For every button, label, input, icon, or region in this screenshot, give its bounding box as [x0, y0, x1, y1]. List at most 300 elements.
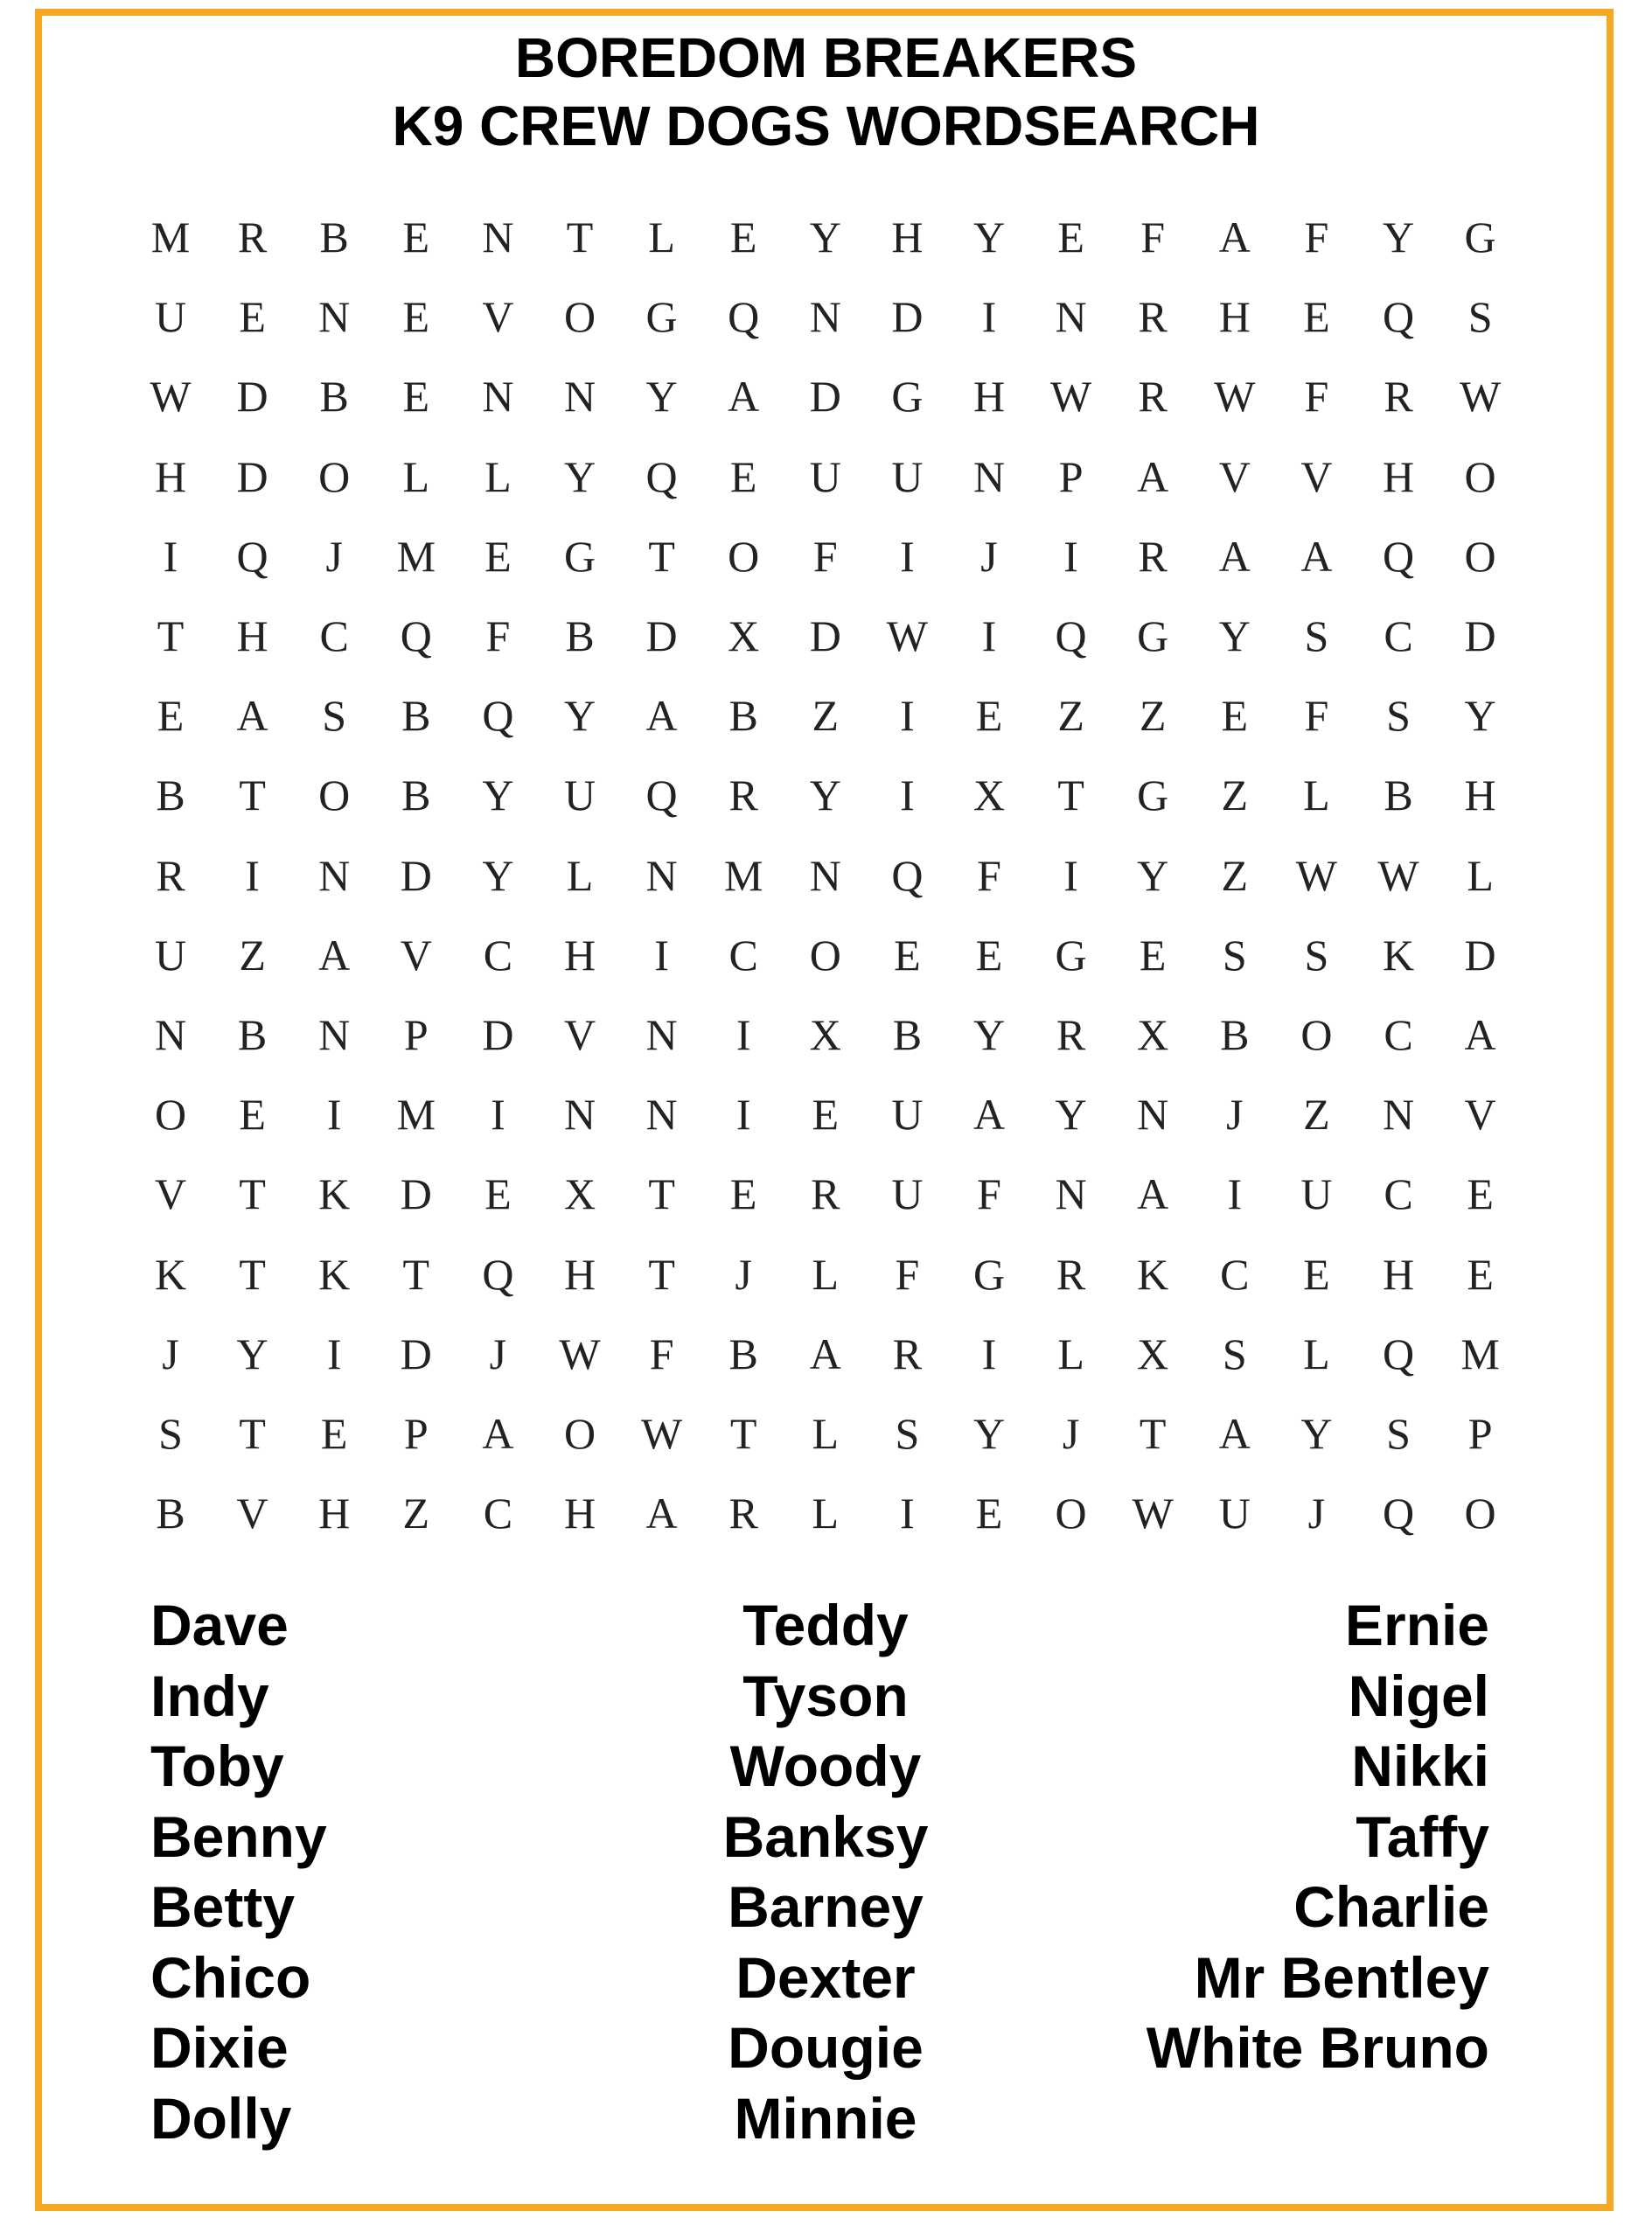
word-item: Dolly [150, 2085, 292, 2151]
grid-letter: E [812, 1090, 840, 1140]
grid-letter: A [1137, 451, 1169, 501]
grid-letter: E [402, 292, 430, 342]
grid-letter: T [239, 771, 266, 820]
grid-letter: E [402, 213, 430, 262]
grid-letter: T [239, 1409, 266, 1458]
grid-letter: V [1300, 451, 1333, 501]
grid-letter: B [156, 1489, 185, 1538]
grid-letter: Y [1055, 1090, 1087, 1140]
grid-letter: O [318, 771, 351, 820]
grid-letter: U [809, 451, 841, 501]
grid-letter: T [402, 1249, 430, 1299]
grid-letter: O [1055, 1489, 1087, 1538]
grid-letter: I [1063, 531, 1078, 581]
grid-letter: I [900, 1489, 915, 1538]
grid-letter: S [158, 1409, 183, 1458]
grid-letter: D [1464, 930, 1496, 980]
grid-letter: H [1464, 771, 1496, 820]
grid-letter: H [318, 1489, 351, 1538]
grid-letter: L [1303, 1329, 1330, 1378]
grid-letter: Y [809, 771, 841, 820]
grid-letter: T [157, 611, 185, 660]
grid-letter: N [1055, 292, 1087, 342]
grid-letter: O [1464, 1489, 1496, 1538]
grid-letter: I [245, 850, 260, 900]
grid-letter: W [559, 1329, 601, 1378]
grid-letter: C [483, 1489, 513, 1538]
grid-letter: A [1300, 531, 1333, 581]
grid-letter: R [892, 1329, 923, 1378]
grid-letter: O [318, 451, 351, 501]
grid-letter: G [891, 372, 924, 422]
grid-letter: I [900, 531, 915, 581]
grid-letter: E [1467, 1169, 1494, 1219]
grid-letter: I [1227, 1169, 1243, 1219]
grid-letter: E [975, 691, 1003, 741]
word-item: Charlie [1293, 1874, 1489, 1939]
grid-letter: I [900, 771, 915, 820]
grid-letter: H [972, 372, 1006, 422]
grid-letter: W [1377, 850, 1419, 900]
grid-letter: F [1304, 372, 1329, 422]
grid-letter: L [1057, 1329, 1084, 1378]
grid-letter: E [239, 1090, 266, 1140]
grid-letter: N [645, 1090, 678, 1140]
grid-letter: T [566, 213, 594, 262]
grid-letter: R [811, 1169, 840, 1219]
grid-letter: C [319, 611, 349, 660]
grid-letter: Z [1303, 1090, 1330, 1140]
grid-letter: J [980, 531, 998, 581]
grid-letter: I [981, 292, 997, 342]
grid-letter: W [1049, 372, 1092, 422]
letter-grid [129, 199, 1519, 1545]
grid-letter: G [1464, 213, 1496, 262]
grid-letter: Q [645, 771, 678, 820]
grid-letter: U [1218, 1489, 1251, 1538]
grid-letter: Y [972, 213, 1006, 262]
grid-letter: R [1056, 1249, 1086, 1299]
grid-letter: V [400, 930, 432, 980]
grid-letter: L [648, 213, 675, 262]
grid-letter: T [1139, 1409, 1167, 1458]
grid-letter: D [809, 372, 841, 422]
grid-letter: N [972, 451, 1006, 501]
grid-letter: H [236, 611, 268, 660]
grid-letter: V [236, 1489, 268, 1538]
grid-letter: E [1057, 213, 1084, 262]
grid-letter: U [154, 930, 187, 980]
grid-letter: G [563, 531, 596, 581]
grid-letter: H [1382, 451, 1415, 501]
grid-letter: N [645, 1010, 678, 1059]
grid-letter: U [891, 451, 924, 501]
grid-letter: L [812, 1489, 840, 1538]
grid-letter: N [645, 850, 678, 900]
grid-letter: C [1384, 1169, 1413, 1219]
grid-letter: D [400, 1169, 432, 1219]
grid-letter: Y [809, 213, 841, 262]
grid-letter: R [237, 213, 268, 262]
grid-letter: B [156, 771, 185, 820]
grid-letter: F [1304, 691, 1329, 741]
grid-letter: D [236, 372, 268, 422]
grid-letter: V [1218, 451, 1251, 501]
grid-letter: A [645, 1489, 678, 1538]
grid-letter: L [812, 1409, 840, 1458]
grid-letter: R [728, 1489, 758, 1538]
grid-letter: Q [1055, 611, 1087, 660]
grid-letter: S [1386, 691, 1411, 741]
grid-letter: H [563, 930, 596, 980]
grid-letter: Y [236, 1329, 268, 1378]
grid-letter: R [728, 771, 758, 820]
grid-letter: L [566, 850, 594, 900]
grid-letter: T [648, 1249, 675, 1299]
grid-letter: S [1222, 1329, 1247, 1378]
word-item: Mr Bentley [1194, 1944, 1489, 2010]
grid-letter: C [1384, 611, 1413, 660]
grid-letter: J [1062, 1409, 1080, 1458]
grid-letter: N [482, 213, 514, 262]
grid-letter: R [1056, 1010, 1086, 1059]
grid-letter: H [563, 1249, 596, 1299]
grid-letter: F [977, 850, 1001, 900]
word-item: Barney [728, 1874, 924, 1939]
grid-letter: W [150, 372, 192, 422]
grid-letter: Z [1221, 771, 1249, 820]
grid-letter: E [729, 451, 757, 501]
grid-letter: U [1300, 1169, 1333, 1219]
grid-letter: Y [482, 771, 514, 820]
grid-letter: B [319, 372, 349, 422]
grid-letter: U [563, 771, 596, 820]
grid-letter: Q [482, 691, 514, 741]
grid-letter: X [728, 611, 760, 660]
title-line-1: BOREDOM BREAKERS [514, 26, 1138, 89]
grid-letter: E [1221, 691, 1249, 741]
grid-letter: B [1220, 1010, 1250, 1059]
page-title [0, 24, 1652, 160]
grid-letter: O [728, 531, 760, 581]
grid-letter: T [648, 531, 675, 581]
grid-letter: F [977, 1169, 1001, 1219]
grid-letter: T [729, 1409, 757, 1458]
grid-letter: O [563, 292, 596, 342]
grid-letter: Q [1382, 1329, 1415, 1378]
grid-letter: I [326, 1090, 342, 1140]
grid-letter: L [402, 451, 430, 501]
grid-letter: C [483, 930, 513, 980]
grid-letter: H [1382, 1249, 1415, 1299]
grid-letter: G [972, 1249, 1006, 1299]
grid-letter: Y [972, 1409, 1006, 1458]
word-item: White Bruno [1146, 2015, 1489, 2080]
grid-letter: O [1464, 531, 1496, 581]
grid-letter: H [891, 213, 924, 262]
word-item: Minnie [734, 2085, 917, 2151]
grid-letter: H [1218, 292, 1251, 342]
grid-letter: Y [1137, 850, 1169, 900]
grid-letter: K [1137, 1249, 1169, 1299]
grid-letter: Q [728, 292, 760, 342]
grid-letter: P [403, 1010, 429, 1059]
grid-letter: Q [482, 1249, 514, 1299]
grid-letter: Y [563, 691, 596, 741]
grid-letter: V [154, 1169, 187, 1219]
grid-letter: D [400, 1329, 432, 1378]
grid-letter: R [1138, 372, 1168, 422]
grid-letter: X [1137, 1010, 1169, 1059]
grid-letter: H [563, 1489, 596, 1538]
grid-letter: B [401, 771, 431, 820]
grid-letter: S [1304, 930, 1329, 980]
word-item: Tyson [742, 1663, 909, 1728]
grid-letter: D [891, 292, 924, 342]
grid-letter: K [1382, 930, 1415, 980]
grid-letter: S [322, 691, 347, 741]
grid-letter: Z [1221, 850, 1249, 900]
grid-letter: P [1467, 1409, 1493, 1458]
word-item: Teddy [742, 1593, 909, 1657]
grid-letter: Y [1464, 691, 1496, 741]
grid-letter: R [1384, 372, 1413, 422]
grid-letter: J [1307, 1489, 1326, 1538]
grid-letter: E [1303, 1249, 1330, 1299]
word-item: Dixie [150, 2015, 289, 2080]
grid-letter: D [809, 611, 841, 660]
grid-letter: Q [891, 850, 924, 900]
word-list-left [150, 1590, 327, 2153]
grid-letter: V [1464, 1090, 1496, 1140]
word-item: Indy [150, 1663, 269, 1728]
grid-letter: Y [1382, 213, 1415, 262]
grid-letter: B [319, 213, 349, 262]
grid-letter: U [891, 1169, 924, 1219]
grid-letter: E [1139, 930, 1167, 980]
grid-letter: U [154, 292, 187, 342]
grid-letter: N [809, 292, 841, 342]
grid-letter: I [735, 1010, 751, 1059]
grid-letter: A [1137, 1169, 1169, 1219]
grid-letter: S [895, 1409, 920, 1458]
grid-letter: O [154, 1090, 187, 1140]
grid-letter: Z [239, 930, 266, 980]
word-item: Ernie [1344, 1593, 1489, 1657]
grid-letter: E [484, 531, 512, 581]
grid-letter: L [1467, 850, 1494, 900]
grid-letter: Z [1057, 691, 1084, 741]
grid-letter: Q [1382, 531, 1415, 581]
grid-letter: M [396, 1090, 436, 1140]
grid-letter: X [563, 1169, 596, 1219]
grid-letter: G [1055, 930, 1087, 980]
grid-letter: R [1138, 292, 1168, 342]
word-item: Woody [729, 1733, 922, 1798]
grid-letter: F [1140, 213, 1166, 262]
grid-letter: I [1063, 850, 1078, 900]
grid-letter: W [1459, 372, 1502, 422]
word-list-middle [651, 1590, 1000, 2153]
grid-letter: T [239, 1249, 266, 1299]
grid-letter: G [1137, 611, 1169, 660]
grid-letter: O [809, 930, 841, 980]
grid-letter: R [156, 850, 185, 900]
word-item: Nikki [1351, 1733, 1489, 1798]
grid-letter: K [154, 1249, 187, 1299]
grid-letter: Q [400, 611, 432, 660]
grid-letter: S [1222, 930, 1247, 980]
grid-letter: W [1214, 372, 1256, 422]
grid-letter: J [489, 1329, 507, 1378]
grid-letter: Q [1382, 292, 1415, 342]
grid-letter: A [1218, 1409, 1251, 1458]
grid-letter: X [809, 1010, 841, 1059]
grid-letter: Q [236, 531, 268, 581]
grid-letter: E [484, 1169, 512, 1219]
grid-letter: C [728, 930, 758, 980]
word-item: Betty [150, 1874, 296, 1939]
grid-letter: K [318, 1249, 351, 1299]
grid-letter: N [318, 1010, 351, 1059]
grid-letter: B [1384, 771, 1413, 820]
grid-letter: O [1464, 451, 1496, 501]
grid-letter: B [892, 1010, 923, 1059]
grid-letter: Y [1300, 1409, 1333, 1458]
grid-letter: T [1057, 771, 1084, 820]
grid-letter: I [981, 1329, 997, 1378]
grid-letter: I [735, 1090, 751, 1140]
grid-letter: A [645, 691, 678, 741]
grid-letter: E [239, 292, 266, 342]
grid-letter: S [1386, 1409, 1411, 1458]
grid-letter: I [163, 531, 178, 581]
grid-letter: L [484, 451, 512, 501]
grid-letter: D [236, 451, 268, 501]
grid-letter: P [1058, 451, 1084, 501]
grid-letter: V [482, 292, 514, 342]
grid-letter: N [1382, 1090, 1415, 1140]
grid-letter: O [1300, 1010, 1333, 1059]
grid-letter: C [1384, 1010, 1413, 1059]
grid-letter: K [318, 1169, 351, 1219]
grid-letter: N [563, 1090, 596, 1140]
word-item: Chico [150, 1944, 311, 2010]
grid-letter: A [236, 691, 268, 741]
grid-letter: N [318, 292, 351, 342]
grid-letter: F [485, 611, 511, 660]
grid-letter: V [563, 1010, 596, 1059]
grid-letter: N [1137, 1090, 1169, 1140]
grid-letter: Y [645, 372, 678, 422]
word-item: Benny [150, 1803, 327, 1869]
grid-letter: L [1303, 771, 1330, 820]
grid-letter: I [654, 930, 669, 980]
grid-letter: A [809, 1329, 841, 1378]
word-item: Dexter [735, 1944, 916, 2010]
grid-letter: A [1218, 531, 1251, 581]
grid-letter: E [157, 691, 185, 741]
grid-letter: P [403, 1409, 429, 1458]
grid-letter: W [640, 1409, 683, 1458]
grid-letter: H [154, 451, 187, 501]
grid-letter: J [735, 1249, 752, 1299]
grid-letter: B [565, 611, 595, 660]
grid-letter: Z [812, 691, 840, 741]
grid-letter: F [895, 1249, 920, 1299]
word-item: Dougie [728, 2015, 924, 2080]
grid-letter: W [1295, 850, 1337, 900]
grid-letter: X [972, 771, 1006, 820]
grid-letter: F [649, 1329, 674, 1378]
grid-letter: N [563, 372, 596, 422]
grid-letter: M [396, 531, 436, 581]
grid-letter: Z [402, 1489, 430, 1538]
grid-letter: D [645, 611, 678, 660]
grid-letter: C [1220, 1249, 1250, 1299]
grid-letter: A [318, 930, 351, 980]
grid-letter: D [1464, 611, 1496, 660]
grid-letter: I [981, 611, 997, 660]
grid-letter: D [400, 850, 432, 900]
grid-letter: J [325, 531, 343, 581]
grid-letter: O [563, 1409, 596, 1458]
grid-letter: J [1226, 1090, 1244, 1140]
grid-letter: B [728, 1329, 758, 1378]
grid-letter: B [401, 691, 431, 741]
grid-letter: E [894, 930, 921, 980]
grid-letter: A [1464, 1010, 1496, 1059]
grid-letter: T [648, 1169, 675, 1219]
grid-letter: E [1467, 1249, 1494, 1299]
grid-letter: E [729, 1169, 757, 1219]
grid-letter: X [1137, 1329, 1169, 1378]
grid-letter: N [154, 1010, 187, 1059]
grid-letter: E [975, 1489, 1003, 1538]
grid-letter: G [645, 292, 678, 342]
grid-letter: W [886, 611, 928, 660]
grid-letter: Y [563, 451, 596, 501]
grid-letter: F [1304, 213, 1329, 262]
grid-letter: S [1304, 611, 1329, 660]
grid-letter: L [812, 1249, 840, 1299]
grid-letter: F [812, 531, 838, 581]
grid-letter: M [150, 213, 191, 262]
word-item: Toby [150, 1733, 284, 1798]
grid-letter: N [318, 850, 351, 900]
grid-letter: U [891, 1090, 924, 1140]
grid-letter: I [900, 691, 915, 741]
grid-letter: D [482, 1010, 514, 1059]
grid-letter: I [326, 1329, 342, 1378]
grid-letter: S [1467, 292, 1493, 342]
word-item: Taffy [1356, 1803, 1489, 1869]
grid-letter: A [1218, 213, 1251, 262]
grid-letter: B [728, 691, 758, 741]
grid-letter: Q [1382, 1489, 1415, 1538]
grid-letter: E [1303, 292, 1330, 342]
word-item: Nigel [1348, 1663, 1489, 1728]
grid-letter: E [975, 930, 1003, 980]
word-item: Dave [150, 1593, 289, 1657]
word-item: Banksy [722, 1803, 929, 1869]
grid-letter: N [482, 372, 514, 422]
grid-letter: E [402, 372, 430, 422]
grid-letter: W [1132, 1489, 1174, 1538]
grid-letter: E [729, 213, 757, 262]
grid-letter: E [320, 1409, 348, 1458]
grid-letter: G [1137, 771, 1169, 820]
